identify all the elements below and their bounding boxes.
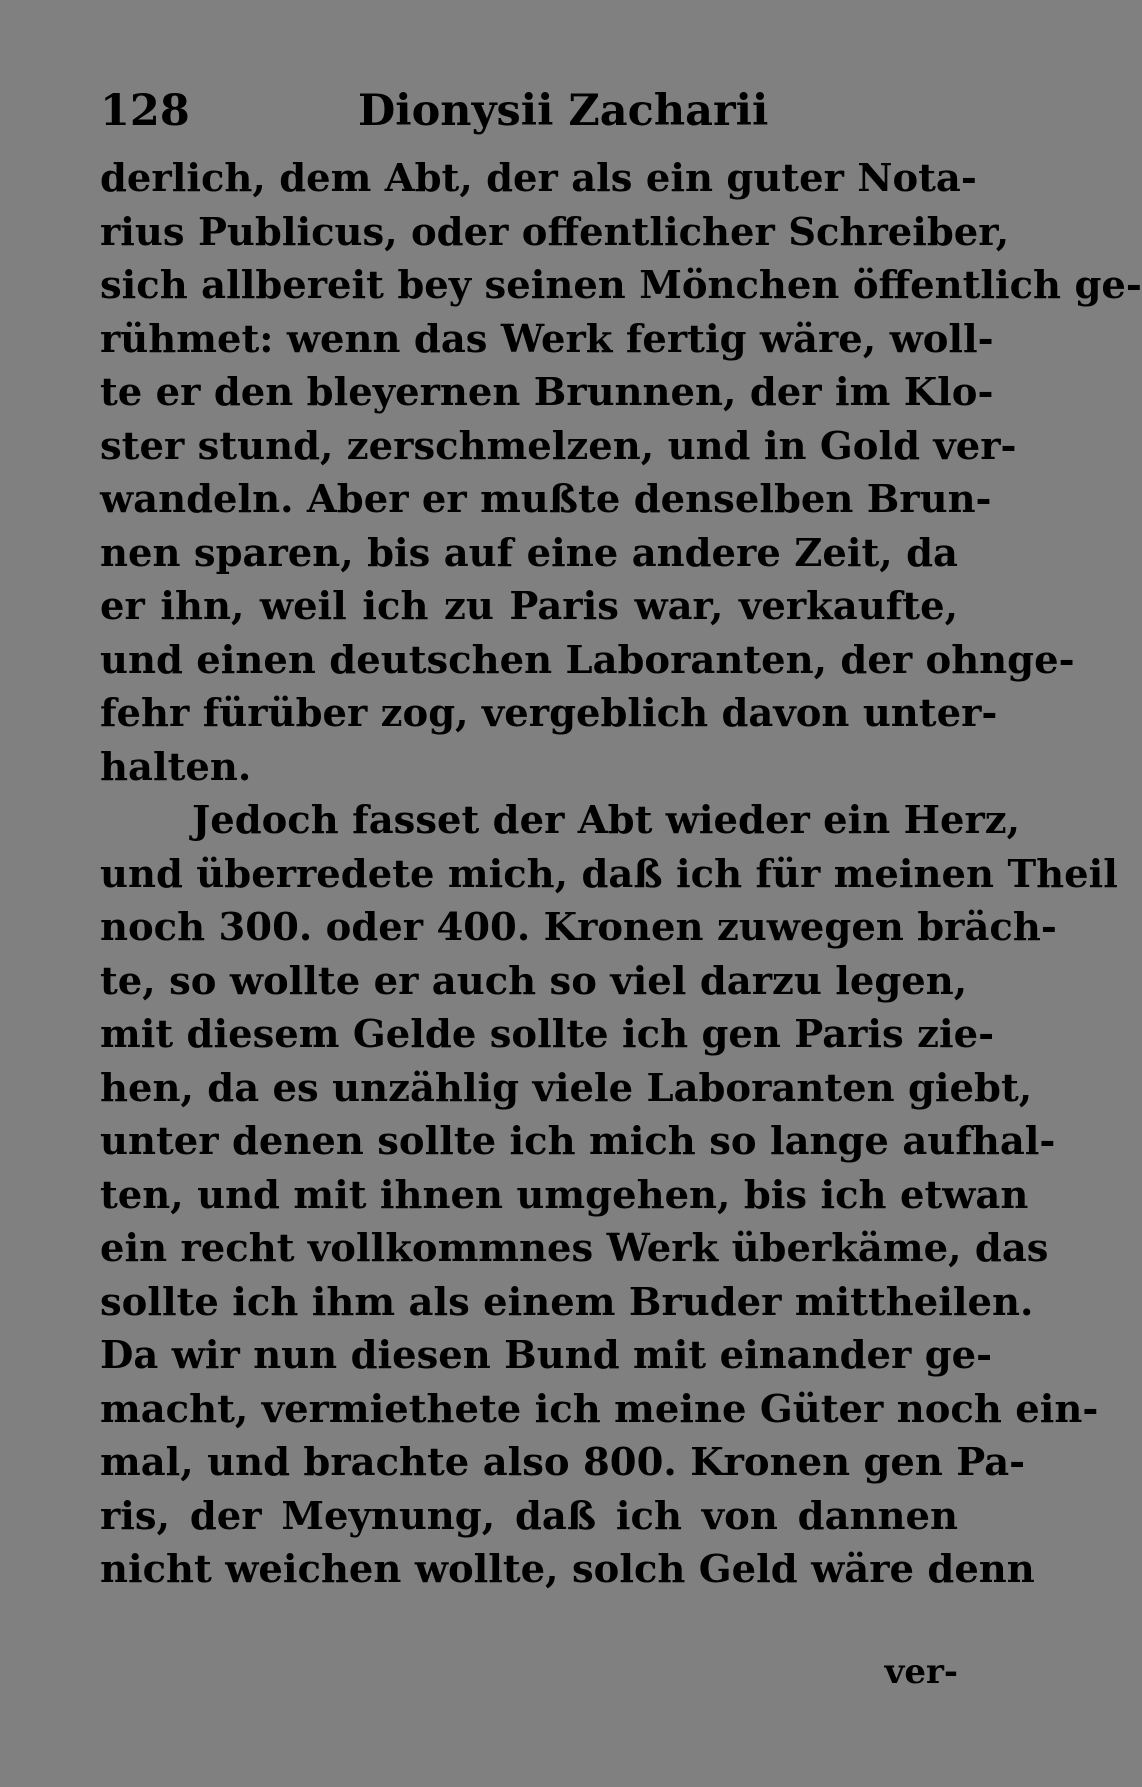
paragraph-1 (100, 152, 1142, 794)
text-line: noch 300. oder 400. Kronen zuwegen bräch- (100, 905, 1057, 950)
text-line: derlich, dem Abt, der als ein guter Nota- (100, 156, 977, 201)
text-line: rühmet: wenn das Werk fertig wäre, woll- (100, 316, 994, 362)
text-line: ten, und mit ihnen umgehen, bis ich etwan (100, 1172, 1029, 1218)
text-line: und einen deutschen Laboranten, der ohnge- (100, 637, 1075, 683)
text-line: er ihn, weil ich zu Paris war, verkaufte, (100, 584, 958, 629)
text-line: nen sparen, bis auf eine andere Zeit, da (100, 530, 958, 576)
text-line: sollte ich ihm als einem Bruder mittheilen. (100, 1279, 1034, 1325)
text-line: te, so wollte er auch so viel darzu legen, (100, 958, 968, 1004)
text-line: und überredete mich, daß ich für meinen Theil (100, 851, 1118, 897)
page-number: 128 (100, 86, 190, 136)
text-line: wandeln. Aber er mußte denselben Brun- (100, 477, 992, 522)
text-line: rius Publicus, oder offentlicher Schreiber, (100, 209, 1010, 255)
text-line: fehr fürüber zog, vergeblich davon unter- (100, 691, 998, 736)
text-line: mit diesem Gelde sollte ich gen Paris zie- (100, 1012, 995, 1057)
text-line: mal, und brachte also 800. Kronen gen Pa- (100, 1440, 1026, 1485)
text-line: ein recht vollkommnes Werk überkäme, das (100, 1226, 1049, 1271)
catchword: ver- (884, 1652, 958, 1692)
text-line: macht, vermiethete ich meine Güter noch ein- (100, 1386, 1099, 1432)
text-line: halten. (100, 744, 252, 790)
paragraph-2 (100, 794, 1118, 1597)
text-line: Jedoch fasset der Abt wieder ein Herz, (192, 798, 1021, 843)
body-text (100, 152, 1142, 1597)
text-line: unter denen sollte ich mich so lange aufhal- (100, 1119, 1056, 1164)
running-title: Dionysii Zacharii (358, 86, 769, 136)
page-header (100, 80, 958, 142)
text-line: ster stund, zerschmelzen, und in Gold ver- (100, 423, 1017, 469)
text-line: Da wir nun diesen Bund mit einander ge- (100, 1333, 993, 1378)
book-page (100, 80, 1142, 1780)
text-line: nicht weichen wollte, solch Geld wäre denn (100, 1547, 1035, 1592)
text-line: sich allbereit bey seinen Mönchen öffentlich ge- (100, 263, 1142, 308)
text-line: ris, der Meynung, daß ich von dannen (100, 1493, 958, 1539)
text-line: hen, da es unzählig viele Laboranten giebt, (100, 1065, 1033, 1111)
text-line: te er den bleyernen Brunnen, der im Klo- (100, 370, 994, 415)
